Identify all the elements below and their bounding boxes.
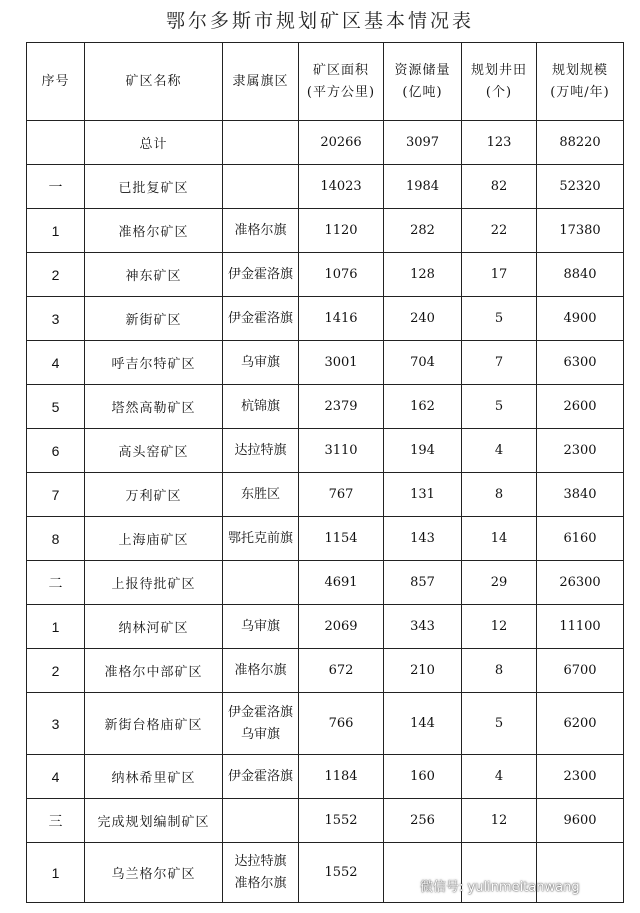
cell-name: 高头窑矿区 bbox=[85, 429, 223, 473]
cell-scale: 3840 bbox=[537, 473, 624, 517]
cell-seq: 2 bbox=[27, 253, 85, 297]
district-line: 乌审旗 bbox=[240, 618, 280, 634]
header-area-line2: (平方公里) bbox=[306, 84, 376, 100]
cell-area: 1416 bbox=[299, 297, 384, 341]
cell-seq: 5 bbox=[27, 385, 85, 429]
cell-name: 呼吉尔特矿区 bbox=[85, 341, 223, 385]
district-line: 达拉特旗 bbox=[234, 442, 287, 458]
cell-seq: 6 bbox=[27, 429, 85, 473]
cell-fields: 123 bbox=[462, 121, 537, 165]
header-name: 矿区名称 bbox=[85, 43, 223, 121]
cell-reserves: 160 bbox=[384, 755, 462, 799]
cell-seq: 1 bbox=[27, 605, 85, 649]
cell-area: 672 bbox=[299, 649, 384, 693]
header-scale-line1: 规划规模 bbox=[551, 62, 608, 78]
cell-name: 塔然高勒矿区 bbox=[85, 385, 223, 429]
table-row bbox=[27, 121, 624, 165]
table-row bbox=[27, 561, 624, 605]
cell-fields: 5 bbox=[462, 297, 537, 341]
cell-area: 767 bbox=[299, 473, 384, 517]
page-title: 鄂尔多斯市规划矿区基本情况表 bbox=[165, 10, 474, 32]
cell-reserves: 128 bbox=[384, 253, 462, 297]
cell-area: 2069 bbox=[299, 605, 384, 649]
district-line: 伊金霍洛旗 bbox=[227, 768, 293, 784]
cell-district bbox=[223, 473, 299, 517]
cell-name: 新街矿区 bbox=[85, 297, 223, 341]
cell-scale: 9600 bbox=[537, 799, 624, 843]
cell-reserves: 282 bbox=[384, 209, 462, 253]
cell-scale: 52320 bbox=[537, 165, 624, 209]
watermark-text: 微信号: yulinmeitanwang bbox=[420, 879, 580, 895]
cell-name: 准格尔矿区 bbox=[85, 209, 223, 253]
cell-fields: 7 bbox=[462, 341, 537, 385]
cell-scale: 4900 bbox=[537, 297, 624, 341]
table-row bbox=[27, 429, 624, 473]
header-scale-line2: (万吨/年) bbox=[550, 84, 610, 100]
cell-reserves: 256 bbox=[384, 799, 462, 843]
cell-area: 20266 bbox=[299, 121, 384, 165]
cell-fields: 8 bbox=[462, 649, 537, 693]
cell-district bbox=[223, 209, 299, 253]
cell-district bbox=[223, 121, 299, 165]
table-row bbox=[27, 693, 624, 755]
cell-reserves: 1984 bbox=[384, 165, 462, 209]
cell-name: 乌兰格尔矿区 bbox=[85, 843, 223, 903]
district-line: 达拉特旗 bbox=[234, 853, 287, 869]
cell-seq: 8 bbox=[27, 517, 85, 561]
cell-seq: 3 bbox=[27, 693, 85, 755]
cell-fields: 12 bbox=[462, 799, 537, 843]
cell-scale: 6160 bbox=[537, 517, 624, 561]
cell-area: 3001 bbox=[299, 341, 384, 385]
cell-district bbox=[223, 253, 299, 297]
cell-scale: 88220 bbox=[537, 121, 624, 165]
header-scale bbox=[537, 43, 624, 121]
mining-area-table bbox=[26, 42, 624, 903]
cell-seq: 1 bbox=[27, 209, 85, 253]
cell-seq: 二 bbox=[27, 561, 85, 605]
cell-area: 3110 bbox=[299, 429, 384, 473]
cell-reserves: 194 bbox=[384, 429, 462, 473]
cell-district bbox=[223, 297, 299, 341]
cell-reserves: 704 bbox=[384, 341, 462, 385]
cell-reserves: 162 bbox=[384, 385, 462, 429]
cell-fields: 4 bbox=[462, 429, 537, 473]
cell-name: 上海庙矿区 bbox=[85, 517, 223, 561]
cell-fields: 82 bbox=[462, 165, 537, 209]
cell-scale: 2300 bbox=[537, 429, 624, 473]
cell-reserves: 857 bbox=[384, 561, 462, 605]
cell-district bbox=[223, 649, 299, 693]
header-seq: 序号 bbox=[27, 43, 85, 121]
cell-fields: 14 bbox=[462, 517, 537, 561]
cell-fields: 12 bbox=[462, 605, 537, 649]
table-row bbox=[27, 473, 624, 517]
cell-district bbox=[223, 517, 299, 561]
district-line: 伊金霍洛旗 bbox=[227, 266, 293, 282]
cell-reserves: 144 bbox=[384, 693, 462, 755]
cell-scale: 11100 bbox=[537, 605, 624, 649]
cell-fields: 17 bbox=[462, 253, 537, 297]
cell-scale: 8840 bbox=[537, 253, 624, 297]
cell-area: 1154 bbox=[299, 517, 384, 561]
district-line: 伊金霍洛旗 bbox=[227, 704, 293, 720]
header-area-line1: 矿区面积 bbox=[312, 62, 369, 78]
table-row bbox=[27, 165, 624, 209]
cell-seq: 2 bbox=[27, 649, 85, 693]
district-line: 乌审旗 bbox=[240, 726, 280, 742]
table-row bbox=[27, 755, 624, 799]
cell-district bbox=[223, 341, 299, 385]
cell-area: 766 bbox=[299, 693, 384, 755]
table-row bbox=[27, 209, 624, 253]
cell-seq: 1 bbox=[27, 843, 85, 903]
cell-seq bbox=[27, 121, 85, 165]
table-row bbox=[27, 517, 624, 561]
cell-name: 已批复矿区 bbox=[85, 165, 223, 209]
header-fields-line1: 规划井田 bbox=[470, 62, 527, 78]
cell-district bbox=[223, 693, 299, 755]
cell-area: 2379 bbox=[299, 385, 384, 429]
table-row bbox=[27, 649, 624, 693]
header-reserves bbox=[384, 43, 462, 121]
cell-reserves: 143 bbox=[384, 517, 462, 561]
cell-area: 1552 bbox=[299, 843, 384, 903]
table-header-row bbox=[27, 43, 624, 121]
district-line: 准格尔旗 bbox=[234, 875, 287, 891]
cell-area: 1552 bbox=[299, 799, 384, 843]
cell-seq: 三 bbox=[27, 799, 85, 843]
cell-scale: 17380 bbox=[537, 209, 624, 253]
cell-scale: 26300 bbox=[537, 561, 624, 605]
cell-district bbox=[223, 385, 299, 429]
cell-district bbox=[223, 165, 299, 209]
header-reserves-line1: 资源储量 bbox=[394, 62, 451, 78]
cell-district bbox=[223, 429, 299, 473]
table-body bbox=[27, 121, 624, 903]
cell-name: 纳林希里矿区 bbox=[85, 755, 223, 799]
header-district: 隶属旗区 bbox=[223, 43, 299, 121]
cell-fields: 5 bbox=[462, 385, 537, 429]
cell-area: 14023 bbox=[299, 165, 384, 209]
cell-scale: 2600 bbox=[537, 385, 624, 429]
cell-name: 总计 bbox=[85, 121, 223, 165]
cell-area: 1076 bbox=[299, 253, 384, 297]
cell-reserves: 131 bbox=[384, 473, 462, 517]
cell-reserves: 343 bbox=[384, 605, 462, 649]
table-row bbox=[27, 605, 624, 649]
cell-district bbox=[223, 561, 299, 605]
cell-scale: 2300 bbox=[537, 755, 624, 799]
cell-seq: 4 bbox=[27, 755, 85, 799]
district-line: 伊金霍洛旗 bbox=[227, 310, 293, 326]
watermark bbox=[396, 872, 580, 898]
cell-scale: 6700 bbox=[537, 649, 624, 693]
cell-scale: 6200 bbox=[537, 693, 624, 755]
district-line: 乌审旗 bbox=[240, 354, 280, 370]
cell-name: 纳林河矿区 bbox=[85, 605, 223, 649]
header-reserves-line2: (亿吨) bbox=[402, 84, 443, 100]
table-row bbox=[27, 799, 624, 843]
table-row bbox=[27, 253, 624, 297]
cell-reserves: 210 bbox=[384, 649, 462, 693]
cell-name: 完成规划编制矿区 bbox=[85, 799, 223, 843]
cell-seq: 3 bbox=[27, 297, 85, 341]
cell-district bbox=[223, 605, 299, 649]
table-row bbox=[27, 297, 624, 341]
cell-fields: 4 bbox=[462, 755, 537, 799]
cell-name: 准格尔中部矿区 bbox=[85, 649, 223, 693]
cell-fields: 22 bbox=[462, 209, 537, 253]
table-row bbox=[27, 341, 624, 385]
cell-seq: 7 bbox=[27, 473, 85, 517]
header-fields-line2: (个) bbox=[485, 84, 513, 100]
cell-area: 1184 bbox=[299, 755, 384, 799]
cell-fields: 8 bbox=[462, 473, 537, 517]
district-line: 杭锦旗 bbox=[240, 398, 280, 414]
cell-name: 新街台格庙矿区 bbox=[85, 693, 223, 755]
district-line: 准格尔旗 bbox=[234, 222, 287, 238]
district-line: 鄂托克前旗 bbox=[227, 530, 293, 546]
cell-district bbox=[223, 799, 299, 843]
district-line: 准格尔旗 bbox=[234, 662, 287, 678]
cell-fields: 29 bbox=[462, 561, 537, 605]
wechat-icon bbox=[396, 876, 416, 894]
cell-name: 万利矿区 bbox=[85, 473, 223, 517]
cell-name: 上报待批矿区 bbox=[85, 561, 223, 605]
district-line: 东胜区 bbox=[240, 486, 280, 502]
cell-reserves: 3097 bbox=[384, 121, 462, 165]
cell-reserves: 240 bbox=[384, 297, 462, 341]
cell-name: 神东矿区 bbox=[85, 253, 223, 297]
cell-district bbox=[223, 755, 299, 799]
cell-scale: 6300 bbox=[537, 341, 624, 385]
cell-fields: 5 bbox=[462, 693, 537, 755]
header-area bbox=[299, 43, 384, 121]
table-row bbox=[27, 385, 624, 429]
cell-seq: 4 bbox=[27, 341, 85, 385]
cell-area: 1120 bbox=[299, 209, 384, 253]
cell-seq: 一 bbox=[27, 165, 85, 209]
cell-area: 4691 bbox=[299, 561, 384, 605]
cell-district bbox=[223, 843, 299, 903]
header-fields bbox=[462, 43, 537, 121]
